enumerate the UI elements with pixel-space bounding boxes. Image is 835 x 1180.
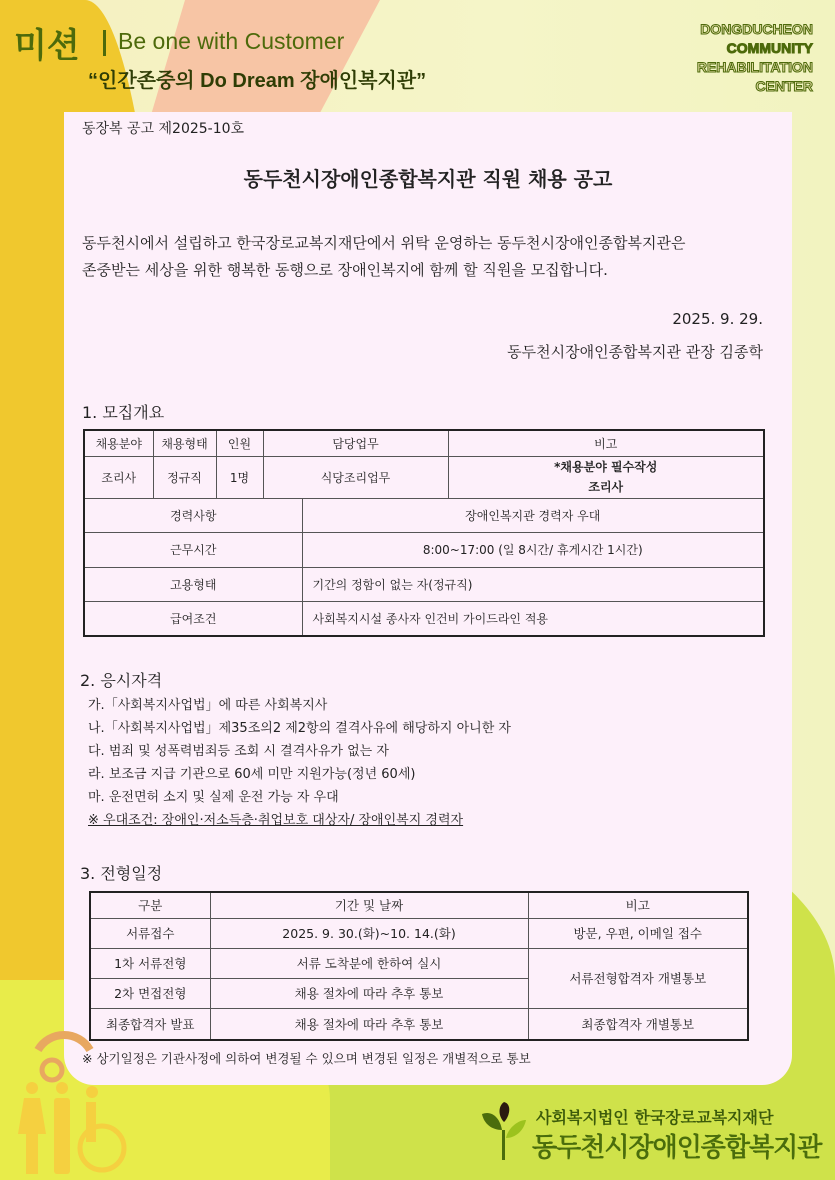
qualification-item: 마. 운전면허 소지 및 실제 운전 가능 자 우대 [88,790,339,805]
cell: 서류전형합격자 개별통보 [528,948,748,1008]
header-cell: 비고 [528,892,748,918]
table-header-row [84,430,764,456]
center-name: 동두천시장애인종합복지관 [532,1133,822,1163]
table-row [84,456,764,498]
cell: 조리사 [84,456,153,498]
header-cell: 채용형태 [153,430,216,456]
logo-line: CENTER [755,78,813,94]
people-icon [10,1020,150,1180]
value-cell: 장애인복지관 경력자 우대 [302,498,764,532]
cell: 최종합격자 발표 [90,1008,210,1040]
header-cell: 기간 및 날짜 [210,892,528,918]
qualification-item: 가.「사회복지사업법」에 따른 사회복지사 [88,698,328,713]
value-cell: 기간의 정함이 없는 자(정규직) [302,567,764,601]
english-name-logo [697,20,813,96]
header-cell: 비고 [448,430,764,456]
table-row [84,601,764,636]
logo-line: REHABILITATION [696,59,813,75]
date: 2025. 9. 29. [672,310,763,328]
table-row [84,567,764,601]
cell: 채용 절차에 따라 추후 통보 [210,978,528,1008]
qualification-item: 다. 범죄 및 성폭력범죄등 조회 시 결격사유가 없는 자 [88,744,389,759]
sub-slogan: “인간존중의 Do Dream 장애인복지관” [88,70,427,92]
cell: 서류접수 [90,918,210,948]
schedule-table [89,891,749,1041]
intro-text [82,230,685,284]
section1-heading: 1. 모집개요 [82,403,165,422]
mission-label: 미션 [14,26,80,66]
value-cell: 사회복지시설 종사자 인건비 가이드라인 적용 [302,601,764,636]
preference-note: ※ 우대조건: 장애인·저소득층·취업보호 대상자/ 장애인복지 경력자 [88,813,464,828]
sprout-logo-icon [478,1100,530,1165]
cell: 채용 절차에 따라 추후 통보 [210,1008,528,1040]
cell: 1차 서류전형 [90,948,210,978]
note-line: *채용분야 필수작성 [554,460,658,474]
cell: 서류 도착분에 한하여 실시 [210,948,528,978]
table-row [84,532,764,567]
cell: 2차 면접전형 [90,978,210,1008]
note-line: 조리사 [588,480,624,494]
cell: 식당조리업무 [263,456,448,498]
cell: 정규직 [153,456,216,498]
label-cell: 고용형태 [84,567,302,601]
cell: 방문, 우편, 이메일 접수 [528,918,748,948]
value-cell: 8:00~17:00 (일 8시간/ 휴게시간 1시간) [302,532,764,567]
page-title: 동두천시장애인종합복지관 직원 채용 공고 [243,167,613,191]
recruitment-table [83,429,765,637]
table-header-row [90,892,748,918]
cell: 1명 [216,456,263,498]
section2-heading: 2. 응시자격 [80,671,163,690]
slogan: Be one with Customer [118,28,345,54]
foundation-name: 사회복지법인 한국장로교복지재단 [536,1108,774,1127]
label-cell: 경력사항 [84,498,302,532]
notice-number: 동장복 공고 제2025-10호 [82,121,245,137]
table-row [90,948,748,978]
cell: 2025. 9. 30.(화)~10. 14.(화) [210,918,528,948]
schedule-footnote: ※ 상기일정은 기관사정에 의하여 변경될 수 있으며 변경된 일정은 개별적으로 통보 [82,1051,531,1066]
header-cell: 인원 [216,430,263,456]
qualification-item: 라. 보조금 지급 기관으로 60세 미만 지원가능(정년 60세) [88,767,416,782]
header-cell: 담당업무 [263,430,448,456]
divider [103,30,106,56]
cell: 최종합격자 개별통보 [528,1008,748,1040]
table-row [90,918,748,948]
table-row [84,498,764,532]
logo-line: DONGDUCHEON [700,21,813,37]
signature: 동두천시장애인종합복지관 관장 김종학 [507,343,763,361]
intro-line: 동두천시에서 설립하고 한국장로교복지재단에서 위탁 운영하는 동두천시장애인종합복지관은 [82,234,686,252]
logo-line: COMMUNITY [726,40,813,56]
label-cell: 급여조건 [84,601,302,636]
label-cell: 근무시간 [84,532,302,567]
table-row [90,1008,748,1040]
note-cell [448,456,764,498]
header-cell: 구분 [90,892,210,918]
intro-line: 존중받는 세상을 위한 행복한 동행으로 장애인복지에 함께 할 직원을 모집합니다. [82,261,608,279]
section3-heading: 3. 전형일정 [80,864,163,883]
qualification-item: 나.「사회복지사업법」제35조의2 제2항의 결격사유에 해당하지 아니한 자 [88,721,511,736]
header-cell: 채용분야 [84,430,153,456]
